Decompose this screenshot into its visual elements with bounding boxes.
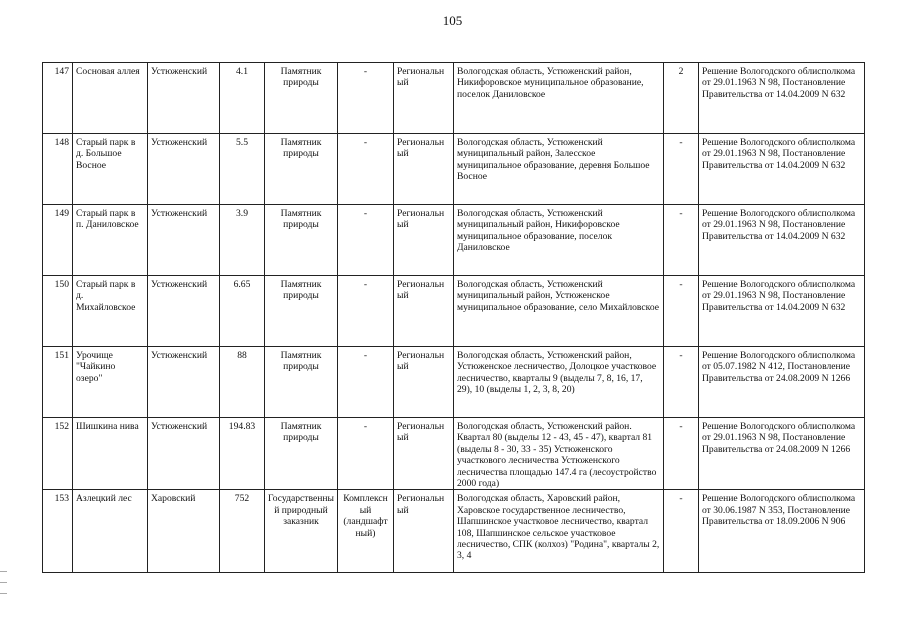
establishing-document: Решение Вологодского облисполкома от 29.01.1963 N 98, Постановление Правительства от 14.04.2009 N 632 <box>699 205 865 276</box>
row-number: 150 <box>43 276 73 347</box>
location: Вологодская область, Устюженский район. Квартал 80 (выделы 12 - 43, 45 - 47), квартал 81 (выделы 8 - 30, 33 - 35) Устюженского участкового лесничества Устюженского лесничества площадью 147.4 га (лесоустройство 2000 года) <box>454 418 664 490</box>
establishing-document: Решение Вологодского облисполкома от 30.06.1987 N 353, Постановление Правительства от 18.09.2006 N 906 <box>699 490 865 573</box>
table-row <box>43 347 865 418</box>
scan-edge-mark <box>0 571 7 572</box>
protected-areas-table <box>42 62 865 573</box>
significance: Региональный <box>394 418 454 490</box>
profile: - <box>338 205 394 276</box>
district: Устюженский <box>148 276 220 347</box>
object-name: Старый парк в д. Михайловское <box>73 276 148 347</box>
object-name: Сосновая аллея <box>73 63 148 134</box>
district: Устюженский <box>148 134 220 205</box>
row-number: 147 <box>43 63 73 134</box>
profile: - <box>338 134 394 205</box>
profile: - <box>338 63 394 134</box>
cluster: - <box>664 205 699 276</box>
location: Вологодская область, Устюженский муниципальный район, Залесское муниципальное образование, деревня Большое Восное <box>454 134 664 205</box>
profile: - <box>338 276 394 347</box>
category: Памятник природы <box>265 418 338 490</box>
row-number: 149 <box>43 205 73 276</box>
cluster: - <box>664 134 699 205</box>
object-name: Старый парк в п. Даниловское <box>73 205 148 276</box>
area: 88 <box>220 347 265 418</box>
significance: Региональный <box>394 347 454 418</box>
category: Памятник природы <box>265 347 338 418</box>
object-name: Урочище "Чайкино озеро" <box>73 347 148 418</box>
location: Вологодская область, Устюженский район, Никифоровское муниципальное образование, поселок Даниловское <box>454 63 664 134</box>
category: Памятник природы <box>265 134 338 205</box>
row-number: 152 <box>43 418 73 490</box>
cluster: - <box>664 490 699 573</box>
district: Харовский <box>148 490 220 573</box>
area: 4.1 <box>220 63 265 134</box>
establishing-document: Решение Вологодского облисполкома от 29.01.1963 N 98, Постановление Правительства от 14.04.2009 N 632 <box>699 134 865 205</box>
location: Вологодская область, Харовский район, Харовское государственное лесничество, Шапшинское участковое лесничество, квартал 108, Шапшинское сельское участковое лесничество, СПК (колхоз) "Родина", кварталы 2, 3, 4 <box>454 490 664 573</box>
category: Памятник природы <box>265 63 338 134</box>
location: Вологодская область, Устюженский муниципальный район, Устюженское муниципальное образование, село Михайловское <box>454 276 664 347</box>
page-number: 105 <box>442 13 463 28</box>
row-number: 153 <box>43 490 73 573</box>
establishing-document: Решение Вологодского облисполкома от 05.07.1982 N 412, Постановление Правительства от 24.08.2009 N 1266 <box>699 347 865 418</box>
profile: - <box>338 418 394 490</box>
category: Памятник природы <box>265 205 338 276</box>
category: Государственный природный заказник <box>265 490 338 573</box>
significance: Региональный <box>394 205 454 276</box>
cluster: - <box>664 418 699 490</box>
district: Устюженский <box>148 418 220 490</box>
object-name: Шишкина нива <box>73 418 148 490</box>
cluster: - <box>664 347 699 418</box>
table-row <box>43 276 865 347</box>
area: 3.9 <box>220 205 265 276</box>
profile: Комплексный (ландшафтный) <box>338 490 394 573</box>
area: 194.83 <box>220 418 265 490</box>
significance: Региональный <box>394 134 454 205</box>
row-number: 148 <box>43 134 73 205</box>
table-row <box>43 490 865 573</box>
establishing-document: Решение Вологодского облисполкома от 29.01.1963 N 98, Постановление Правительства от 24.08.2009 N 1266 <box>699 418 865 490</box>
cluster: 2 <box>664 63 699 134</box>
establishing-document: Решение Вологодского облисполкома от 29.01.1963 N 98, Постановление Правительства от 14.04.2009 N 632 <box>699 276 865 347</box>
table-row <box>43 134 865 205</box>
area: 752 <box>220 490 265 573</box>
significance: Региональный <box>394 276 454 347</box>
table-row <box>43 418 865 490</box>
area: 5.5 <box>220 134 265 205</box>
location: Вологодская область, Устюженский район, Устюженское лесничество, Долоцкое участковое лесничество, кварталы 9 (выделы 7, 8, 16, 17, 29), 10 (выделы 1, 2, 3, 8, 20) <box>454 347 664 418</box>
object-name: Старый парк в д. Большое Восное <box>73 134 148 205</box>
establishing-document: Решение Вологодского облисполкома от 29.01.1963 N 98, Постановление Правительства от 14.04.2009 N 632 <box>699 63 865 134</box>
significance: Региональный <box>394 490 454 573</box>
district: Устюженский <box>148 347 220 418</box>
district: Устюженский <box>148 63 220 134</box>
significance: Региональный <box>394 63 454 134</box>
district: Устюженский <box>148 205 220 276</box>
cluster: - <box>664 276 699 347</box>
scan-edge-mark <box>0 593 7 594</box>
category: Памятник природы <box>265 276 338 347</box>
scan-edge-mark <box>0 582 7 583</box>
table-row <box>43 63 865 134</box>
area: 6.65 <box>220 276 265 347</box>
location: Вологодская область, Устюженский муниципальный район, Никифоровское муниципальное образование, поселок Даниловское <box>454 205 664 276</box>
table-row <box>43 205 865 276</box>
object-name: Азлецкий лес <box>73 490 148 573</box>
row-number: 151 <box>43 347 73 418</box>
profile: - <box>338 347 394 418</box>
table-body <box>43 63 865 573</box>
